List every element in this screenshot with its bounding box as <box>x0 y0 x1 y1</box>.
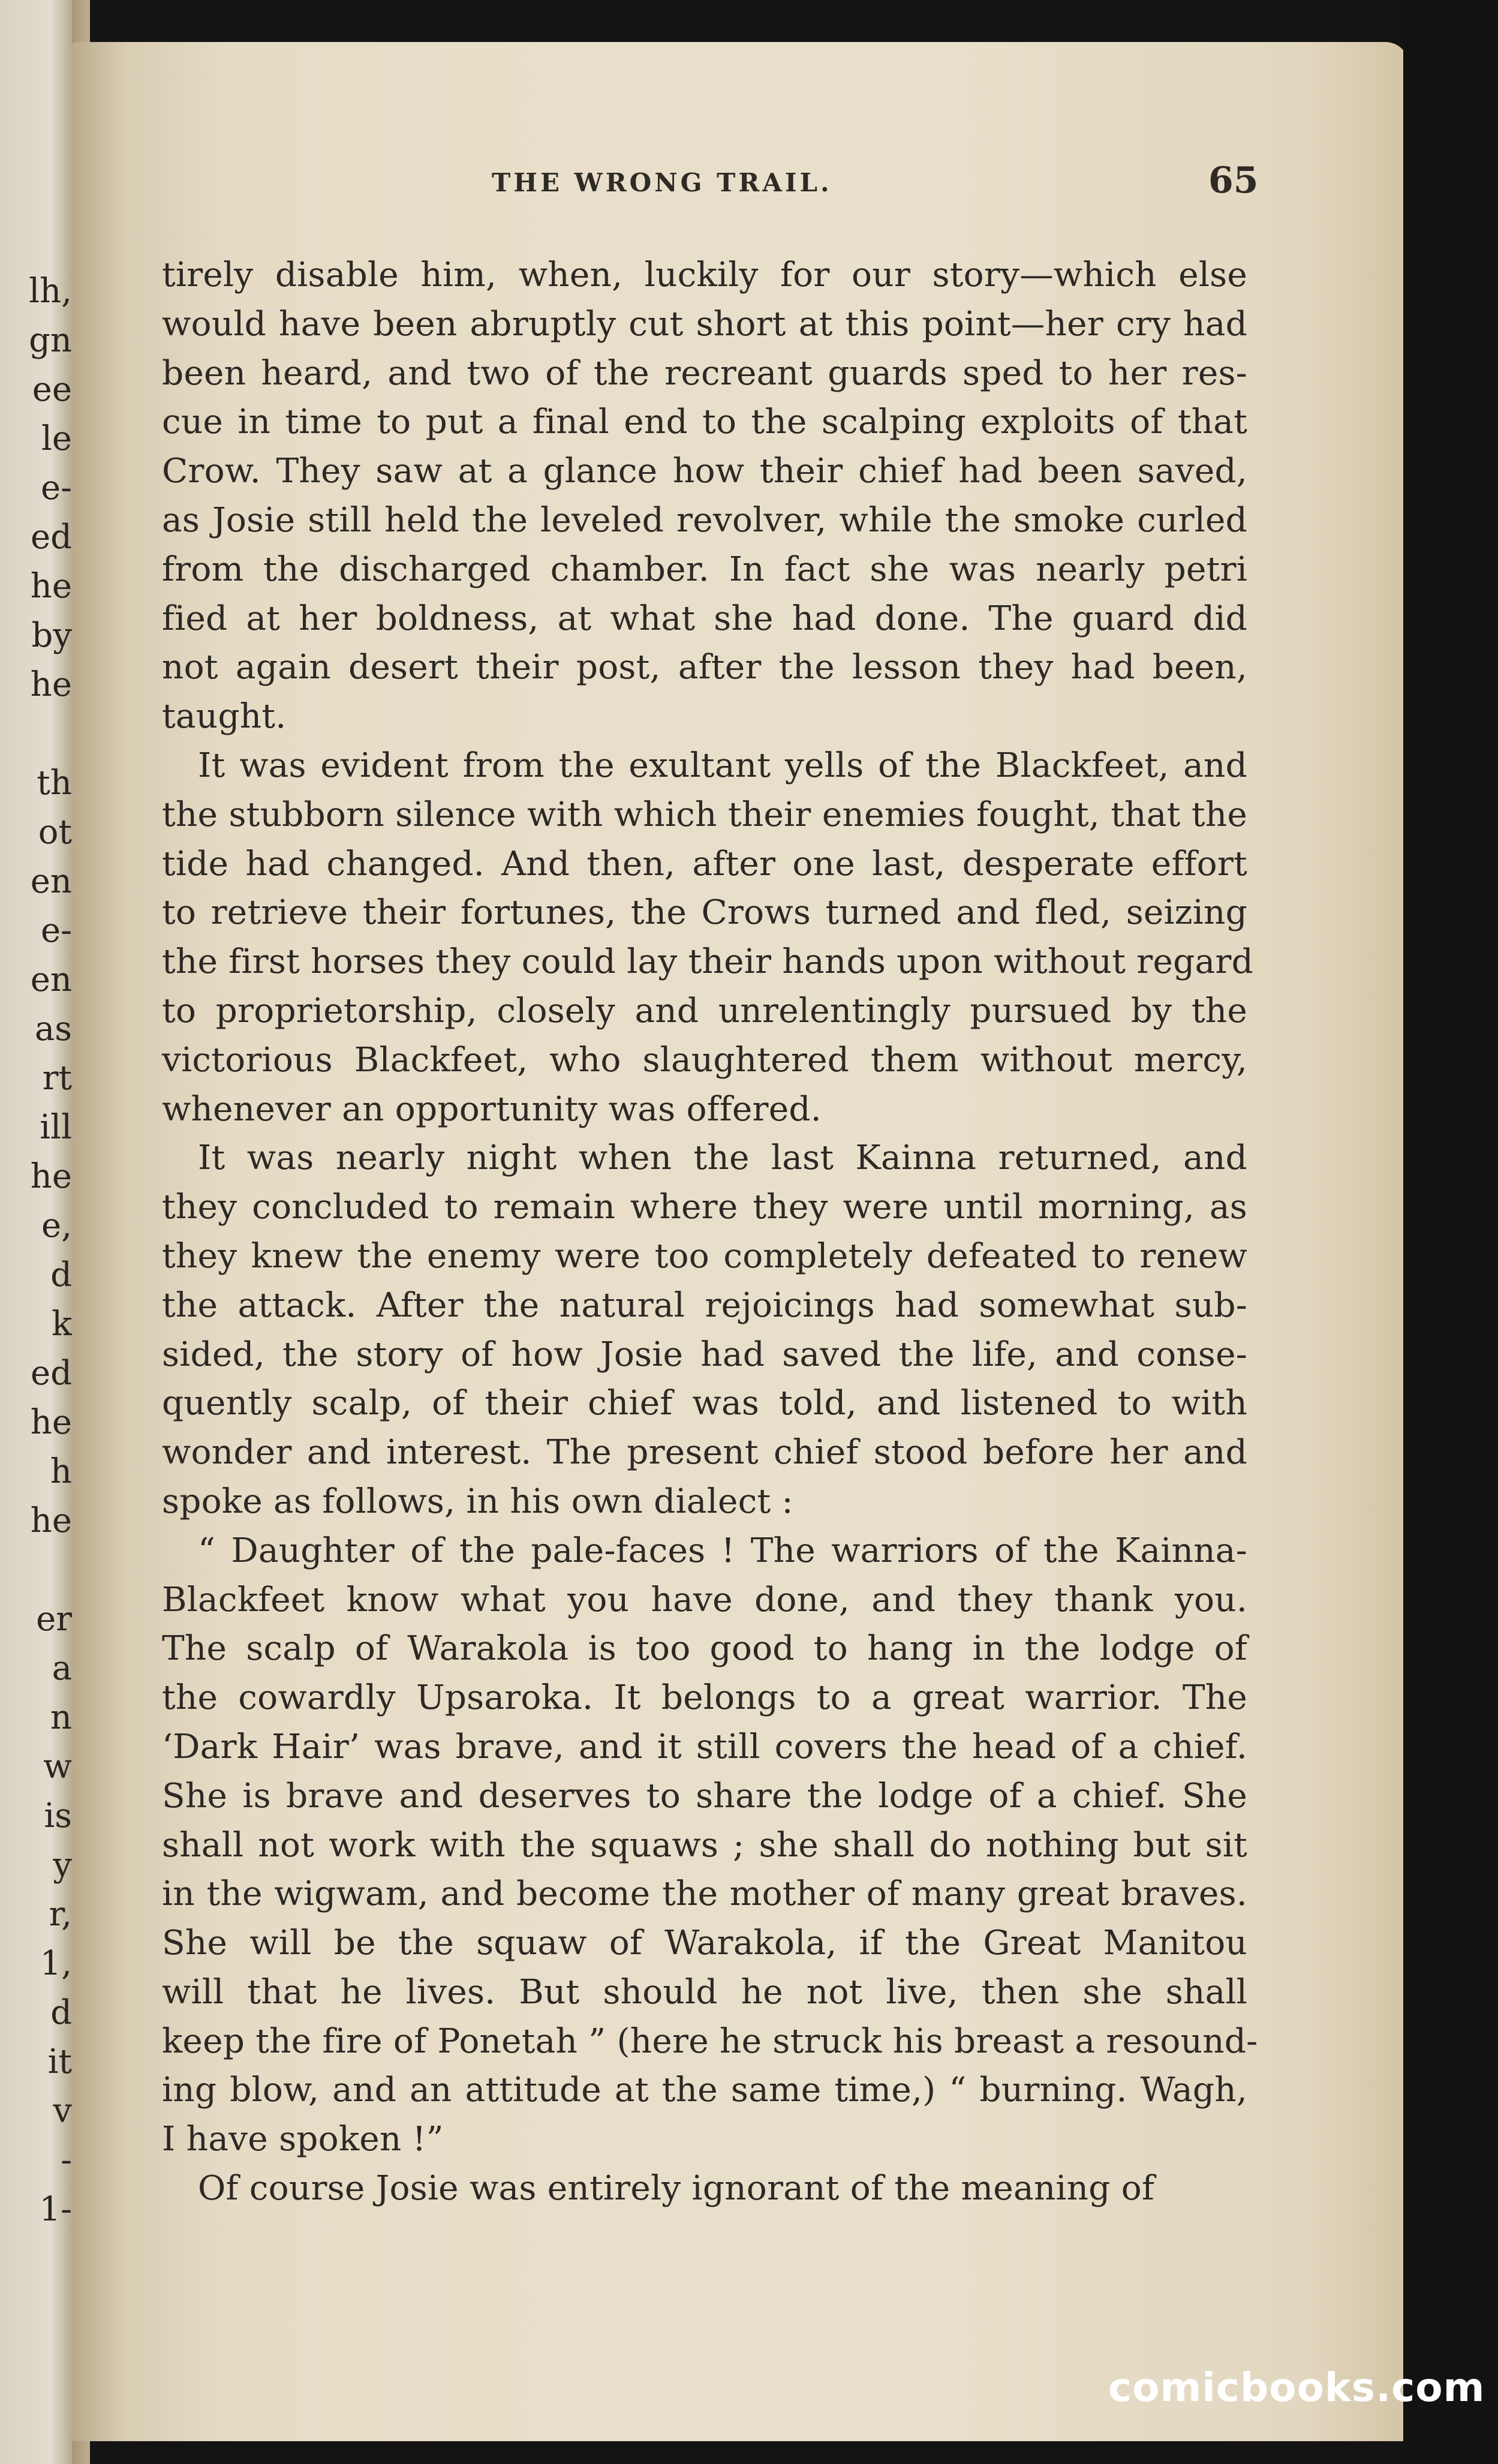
facing-page-fragment: d <box>50 1993 72 2032</box>
facing-page-fragment <box>2 1546 72 1595</box>
running-head: THE WRONG TRAIL. <box>492 168 832 197</box>
scan-background <box>1403 0 1498 2464</box>
facing-page-fragment: h <box>50 1452 72 1491</box>
facing-page-fragment: a <box>52 1649 72 1688</box>
text-line: quently scalp, of their chief was told, and listened to with <box>162 1384 1247 1423</box>
facing-page-fragment: er <box>36 1600 72 1639</box>
facing-page-fragment: 1, <box>40 1944 72 1983</box>
facing-page-edge <box>0 0 72 2464</box>
facing-page-fragment: ot <box>38 813 72 852</box>
text-line: in the wigwam, and become the mother of many great braves. <box>162 1874 1247 1914</box>
facing-page-fragment: gn <box>29 321 72 360</box>
text-line: they knew the enemy were too completely defeated to renew <box>162 1236 1247 1276</box>
text-line: not again desert their post, after the lesson they had been, <box>162 648 1247 687</box>
text-line: spoke as follows, in his own dialect : <box>162 1482 793 1521</box>
text-line: victorious Blackfeet, who slaughtered them without mercy, <box>162 1040 1247 1080</box>
facing-page-fragment: n <box>50 1698 72 1737</box>
paragraph <box>162 251 1247 741</box>
text-line: as Josie still held the leveled revolver, while the smoke curled <box>162 500 1247 540</box>
facing-page-fragment: 1- <box>39 2190 72 2229</box>
paragraph <box>162 1527 1258 2164</box>
facing-page-fragment: ill <box>40 1108 72 1147</box>
facing-page-fragment: is <box>44 1796 72 1835</box>
facing-page-fragment: he <box>30 665 72 704</box>
facing-page-fragment: lh, <box>29 272 72 311</box>
facing-page-fragment: y <box>53 1846 72 1885</box>
text-line: keep the fire of Ponetah ” (here he struck his breast a resound- <box>162 2021 1258 2061</box>
facing-page-text-fragments <box>2 267 72 2234</box>
facing-page-fragment: le <box>41 419 72 458</box>
facing-page-fragment: en <box>30 862 72 901</box>
watermark: comicbooks.com <box>1108 2364 1485 2411</box>
page-header <box>72 157 1271 205</box>
text-line: will that he lives. But should he not live, then she shall <box>162 1972 1247 2012</box>
facing-page-fragment: r, <box>49 1895 72 1934</box>
text-line: they concluded to remain where they were until morning, as <box>162 1188 1247 1227</box>
text-line: “ Daughter of the pale-faces ! The warriors of the Kainna- <box>198 1531 1247 1570</box>
text-line: I have spoken !” <box>162 2120 444 2159</box>
text-line: the first horses they could lay their hands upon without regard <box>162 942 1253 982</box>
facing-page-fragment: he <box>30 567 72 606</box>
text-line: The scalp of Warakola is too good to hang in the lodge of <box>162 1629 1247 1669</box>
facing-page-fragment: ed <box>31 518 72 557</box>
text-line: the cowardly Upsaroka. It belongs to a great warrior. The <box>162 1678 1247 1718</box>
facing-page-fragment: k <box>52 1305 72 1344</box>
text-line: from the discharged chamber. In fact she was nearly petri <box>162 549 1247 589</box>
text-line: It was nearly night when the last Kainna returned, and <box>198 1138 1247 1178</box>
paragraph <box>162 1134 1247 1526</box>
facing-page-fragment <box>2 710 72 759</box>
text-line: shall not work with the squaws ; she shall do nothing but sit <box>162 1825 1247 1865</box>
text-line: Of course Josie was entirely ignorant of the meaning of <box>198 2169 1155 2208</box>
body-text <box>162 251 1258 2213</box>
text-line: to retrieve their fortunes, the Crows turned and fled, seizing <box>162 893 1247 933</box>
text-line: the stubborn silence with which their enemies fought, that the <box>162 795 1247 834</box>
text-line: ing blow, and an attitude at the same time,) “ burning. Wagh, <box>162 2071 1247 2110</box>
facing-page-fragment: d <box>50 1255 72 1294</box>
facing-page-fragment: v <box>53 2092 72 2131</box>
text-line: cue in time to put a final end to the scalping exploits of that <box>162 402 1247 442</box>
paragraph <box>162 2164 1247 2213</box>
paragraph <box>162 741 1253 1134</box>
text-line: Blackfeet know what you have done, and they thank you. <box>162 1580 1247 1619</box>
facing-page-fragment: e, <box>41 1206 72 1245</box>
facing-page-fragment: it <box>47 2042 72 2081</box>
facing-page-fragment: he <box>30 1403 72 1442</box>
page-number: 65 <box>1208 160 1259 202</box>
text-line: She will be the squaw of Warakola, if the Great Manitou <box>162 1924 1247 1963</box>
facing-page-fragment: - <box>61 2141 72 2180</box>
facing-page-fragment: rt <box>42 1059 72 1098</box>
facing-page-fragment: th <box>37 764 72 803</box>
facing-page-fragment: he <box>30 1501 72 1540</box>
text-line: wonder and interest. The present chief stood before her and <box>162 1433 1247 1473</box>
text-line: whenever an opportunity was offered. <box>162 1089 822 1129</box>
facing-page-fragment: ee <box>32 370 72 409</box>
text-line: It was evident from the exultant yells of the Blackfeet, and <box>198 746 1247 785</box>
facing-page-fragment: he <box>30 1157 72 1196</box>
text-line: taught. <box>162 697 287 737</box>
facing-page-fragment: e- <box>40 468 72 507</box>
facing-page-fragment: e- <box>40 911 72 950</box>
facing-page-fragment: ed <box>31 1354 72 1393</box>
text-line: been heard, and two of the recreant guards sped to her res- <box>162 353 1247 393</box>
text-line: would have been abruptly cut short at this point—her cry had <box>162 304 1247 344</box>
text-line: sided, the story of how Josie had saved the life, and conse- <box>162 1335 1247 1374</box>
text-line: She is brave and deserves to share the lodge of a chief. She <box>162 1776 1247 1816</box>
text-line: Crow. They saw at a glance how their chief had been saved, <box>162 452 1247 491</box>
text-line: tide had changed. And then, after one last, desperate effort <box>162 844 1247 884</box>
facing-page-fragment: by <box>31 616 72 655</box>
facing-page-fragment: en <box>30 960 72 999</box>
text-line: the attack. After the natural rejoicings had somewhat sub- <box>162 1285 1247 1325</box>
facing-page-fragment: as <box>34 1009 72 1048</box>
facing-page-fragment: w <box>43 1747 72 1786</box>
text-line: to proprietorship, closely and unrelentingly pursued by the <box>162 991 1247 1030</box>
text-line: tirely disable him, when, luckily for our story—which else <box>162 256 1247 295</box>
text-line: fied at her boldness, at what she had done. The guard did <box>162 599 1247 638</box>
text-line: ‘Dark Hair’ was brave, and it still covers the head of a chief. <box>162 1727 1247 1766</box>
